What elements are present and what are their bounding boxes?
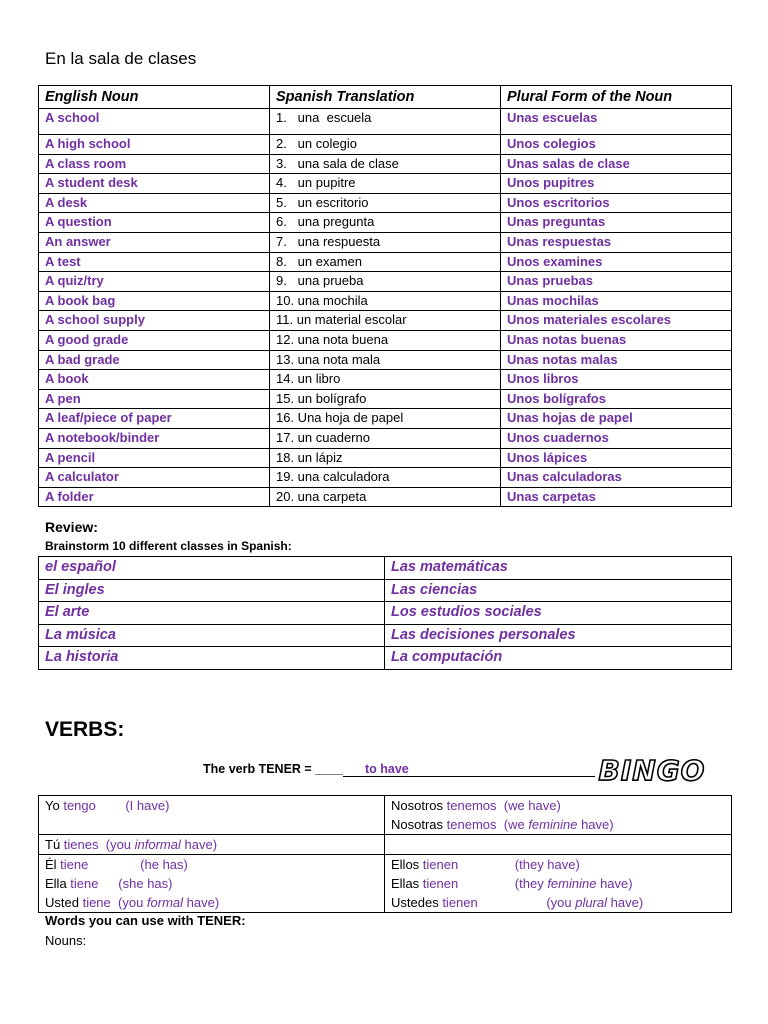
spanish-translation: 12. una nota buena xyxy=(270,330,501,350)
subject-tu: Tú xyxy=(45,837,64,852)
spanish-translation: 20. una carpeta xyxy=(270,487,501,507)
conjugation-cell-el-ella-usted xyxy=(39,855,385,913)
verb-tenemos: tenemos xyxy=(446,817,497,832)
vocab-row xyxy=(39,232,732,252)
tener-answer: to have xyxy=(343,762,595,777)
spanish-translation: 5. un escritorio xyxy=(270,193,501,213)
verb-tienen: tienen xyxy=(442,895,478,910)
class-name: La historia xyxy=(39,647,385,670)
plural-form: Unos libros xyxy=(501,370,732,390)
spanish-translation: 8. un examen xyxy=(270,252,501,272)
vocab-row xyxy=(39,330,732,350)
plural-form: Unos pupitres xyxy=(501,174,732,194)
gloss-nosotros: (we have) xyxy=(503,798,561,813)
vocab-row xyxy=(39,109,732,135)
subject-ella: Ella xyxy=(45,876,71,891)
class-name: Las ciencias xyxy=(385,579,732,602)
plural-form: Unas hojas de papel xyxy=(501,409,732,429)
vocab-row xyxy=(39,154,732,174)
header-spanish-translation: Spanish Translation xyxy=(270,86,501,109)
english-noun: A high school xyxy=(39,135,270,155)
vocab-row xyxy=(39,370,732,390)
spanish-translation: 9. una prueba xyxy=(270,272,501,292)
subject-el: Él xyxy=(45,857,61,872)
gloss-nosotras-close: have) xyxy=(577,817,614,832)
english-noun: An answer xyxy=(39,232,270,252)
verb-tiene: tiene xyxy=(70,876,99,891)
header-english-noun: English Noun xyxy=(39,86,270,109)
english-noun: A pen xyxy=(39,389,270,409)
brainstorm-prompt: Brainstorm 10 different classes in Spanish: xyxy=(45,539,292,553)
english-noun: A book bag xyxy=(39,291,270,311)
vocab-row xyxy=(39,448,732,468)
bingo-logo xyxy=(588,752,720,788)
vocab-row xyxy=(39,487,732,507)
plural-form: Unas calculadoras xyxy=(501,468,732,488)
bingo-text: BINGO xyxy=(598,754,706,787)
english-noun: A desk xyxy=(39,193,270,213)
subject-ellos: Ellos xyxy=(391,857,423,872)
words-with-tener-heading: Words you can use with TENER: xyxy=(45,913,246,928)
vocab-row xyxy=(39,135,732,155)
class-name: La música xyxy=(39,624,385,647)
english-noun: A class room xyxy=(39,154,270,174)
vocab-row xyxy=(39,272,732,292)
plural-form: Unos colegios xyxy=(501,135,732,155)
vocab-row xyxy=(39,389,732,409)
plural-form: Unas preguntas xyxy=(501,213,732,233)
vocab-row xyxy=(39,311,732,331)
spanish-translation: 10. una mochila xyxy=(270,291,501,311)
spanish-translation: 1. una escuela xyxy=(270,109,501,135)
plural-form: Unos bolígrafos xyxy=(501,389,732,409)
spanish-translation: 17. un cuaderno xyxy=(270,428,501,448)
class-name: el español xyxy=(39,557,385,580)
subject-usted: Usted xyxy=(45,895,83,910)
class-name: La computación xyxy=(385,647,732,670)
english-noun: A test xyxy=(39,252,270,272)
header-plural-form: Plural Form of the Noun xyxy=(501,86,732,109)
gloss-el: (he has) xyxy=(140,857,188,872)
english-noun: A pencil xyxy=(39,448,270,468)
plural-form: Unas respuestas xyxy=(501,232,732,252)
plural-form: Unas salas de clase xyxy=(501,154,732,174)
vocab-row xyxy=(39,174,732,194)
vocab-row xyxy=(39,468,732,488)
conjugation-cell-nosotros xyxy=(385,796,732,835)
subject-nosotros: Nosotros xyxy=(391,798,447,813)
plural-form: Unos lápices xyxy=(501,448,732,468)
gloss-tu-em: informal xyxy=(134,837,181,852)
english-noun: A question xyxy=(39,213,270,233)
class-row xyxy=(39,579,732,602)
plural-form: Unos examines xyxy=(501,252,732,272)
class-row xyxy=(39,624,732,647)
vocab-row xyxy=(39,213,732,233)
spanish-translation: 15. un bolígrafo xyxy=(270,389,501,409)
spanish-translation: 4. un pupitre xyxy=(270,174,501,194)
gloss-nosotras-open: (we xyxy=(503,817,529,832)
gloss-ella: (she has) xyxy=(118,876,173,891)
spanish-translation: 13. una nota mala xyxy=(270,350,501,370)
spanish-translation: 19. una calculadora xyxy=(270,468,501,488)
verb-tienen: tienen xyxy=(422,857,459,872)
plural-form: Unas escuelas xyxy=(501,109,732,135)
gloss-ellas-em: feminine xyxy=(547,876,597,891)
subject-yo: Yo xyxy=(45,798,64,813)
class-row xyxy=(39,557,732,580)
tener-definition xyxy=(203,762,595,777)
plural-form: Unas notas malas xyxy=(501,350,732,370)
page-title: En la sala de clases xyxy=(45,49,197,68)
plural-form: Unas notas buenas xyxy=(501,330,732,350)
class-row xyxy=(39,602,732,625)
english-noun: A leaf/piece of paper xyxy=(39,409,270,429)
gloss-tu-close: have) xyxy=(180,837,218,852)
spanish-translation: 11. un material escolar xyxy=(270,311,501,331)
class-name: Las decisiones personales xyxy=(385,624,732,647)
gloss-usted-close: have) xyxy=(183,895,220,910)
conjugation-cell-yo xyxy=(39,796,385,835)
conjugation-cell-tu xyxy=(39,835,385,855)
class-name: El ingles xyxy=(39,579,385,602)
gloss-usted-em: formal xyxy=(146,895,184,910)
class-name: Las matemáticas xyxy=(385,557,732,580)
spanish-translation: 16. Una hoja de papel xyxy=(270,409,501,429)
verb-tiene: tiene xyxy=(82,895,111,910)
gloss-ustedes-open: (you xyxy=(546,895,576,910)
spanish-translation: 2. un colegio xyxy=(270,135,501,155)
vocab-row xyxy=(39,409,732,429)
subject-ustedes: Ustedes xyxy=(391,895,443,910)
plural-form: Unas pruebas xyxy=(501,272,732,292)
verb-tiene: tiene xyxy=(60,857,89,872)
gloss-ustedes-em: plural xyxy=(575,895,608,910)
gloss-ellos: (they have) xyxy=(514,857,580,872)
subject-ellas: Ellas xyxy=(391,876,423,891)
subject-nosotras: Nosotras xyxy=(391,817,447,832)
vocab-row xyxy=(39,428,732,448)
class-name: El arte xyxy=(39,602,385,625)
verb-tienen: tienen xyxy=(422,876,459,891)
vocabulary-table xyxy=(38,85,732,507)
verb-tienes: tienes xyxy=(63,837,99,852)
plural-form: Unos escritorios xyxy=(501,193,732,213)
verbs-heading: VERBS: xyxy=(45,718,125,741)
classes-table xyxy=(38,556,732,670)
english-noun: A bad grade xyxy=(39,350,270,370)
spanish-translation: 3. una sala de clase xyxy=(270,154,501,174)
spanish-translation: 14. un libro xyxy=(270,370,501,390)
verb-tengo: tengo xyxy=(63,798,96,813)
vocab-row xyxy=(39,252,732,272)
gloss-ustedes-close: have) xyxy=(607,895,644,910)
english-noun: A good grade xyxy=(39,330,270,350)
english-noun: A calculator xyxy=(39,468,270,488)
gloss-yo: (I have) xyxy=(125,798,170,813)
english-noun: A folder xyxy=(39,487,270,507)
vocab-row xyxy=(39,350,732,370)
english-noun: A notebook/binder xyxy=(39,428,270,448)
tener-conjugation-table xyxy=(38,795,732,913)
nouns-label: Nouns: xyxy=(45,933,87,948)
plural-form: Unas carpetas xyxy=(501,487,732,507)
english-noun: A student desk xyxy=(39,174,270,194)
gloss-ellas-open: (they xyxy=(514,876,548,891)
spanish-translation: 7. una respuesta xyxy=(270,232,501,252)
conjugation-cell-ellos-ellas-ustedes xyxy=(385,855,732,913)
english-noun: A school xyxy=(39,109,270,135)
verb-tenemos: tenemos xyxy=(446,798,497,813)
vocabulary-header-row xyxy=(39,86,732,109)
gloss-ellas-close: have) xyxy=(596,876,633,891)
english-noun: A school supply xyxy=(39,311,270,331)
tener-blank-prefix: ____ xyxy=(315,762,343,776)
plural-form: Unos materiales escolares xyxy=(501,311,732,331)
review-heading: Review: xyxy=(45,519,98,535)
english-noun: A book xyxy=(39,370,270,390)
vocab-row xyxy=(39,193,732,213)
plural-form: Unas mochilas xyxy=(501,291,732,311)
vocab-row xyxy=(39,291,732,311)
class-name: Los estudios sociales xyxy=(385,602,732,625)
conjugation-row xyxy=(39,796,732,835)
conjugation-row xyxy=(39,855,732,913)
spanish-translation: 6. una pregunta xyxy=(270,213,501,233)
conjugation-cell-empty xyxy=(385,835,732,855)
class-row xyxy=(39,647,732,670)
tener-label: The verb TENER = xyxy=(203,762,316,776)
plural-form: Unos cuadernos xyxy=(501,428,732,448)
conjugation-row xyxy=(39,835,732,855)
english-noun: A quiz/try xyxy=(39,272,270,292)
gloss-usted-open: (you xyxy=(118,895,147,910)
spanish-translation: 18. un lápiz xyxy=(270,448,501,468)
gloss-nosotras-em: feminine xyxy=(528,817,578,832)
gloss-tu-open: (you xyxy=(105,837,135,852)
